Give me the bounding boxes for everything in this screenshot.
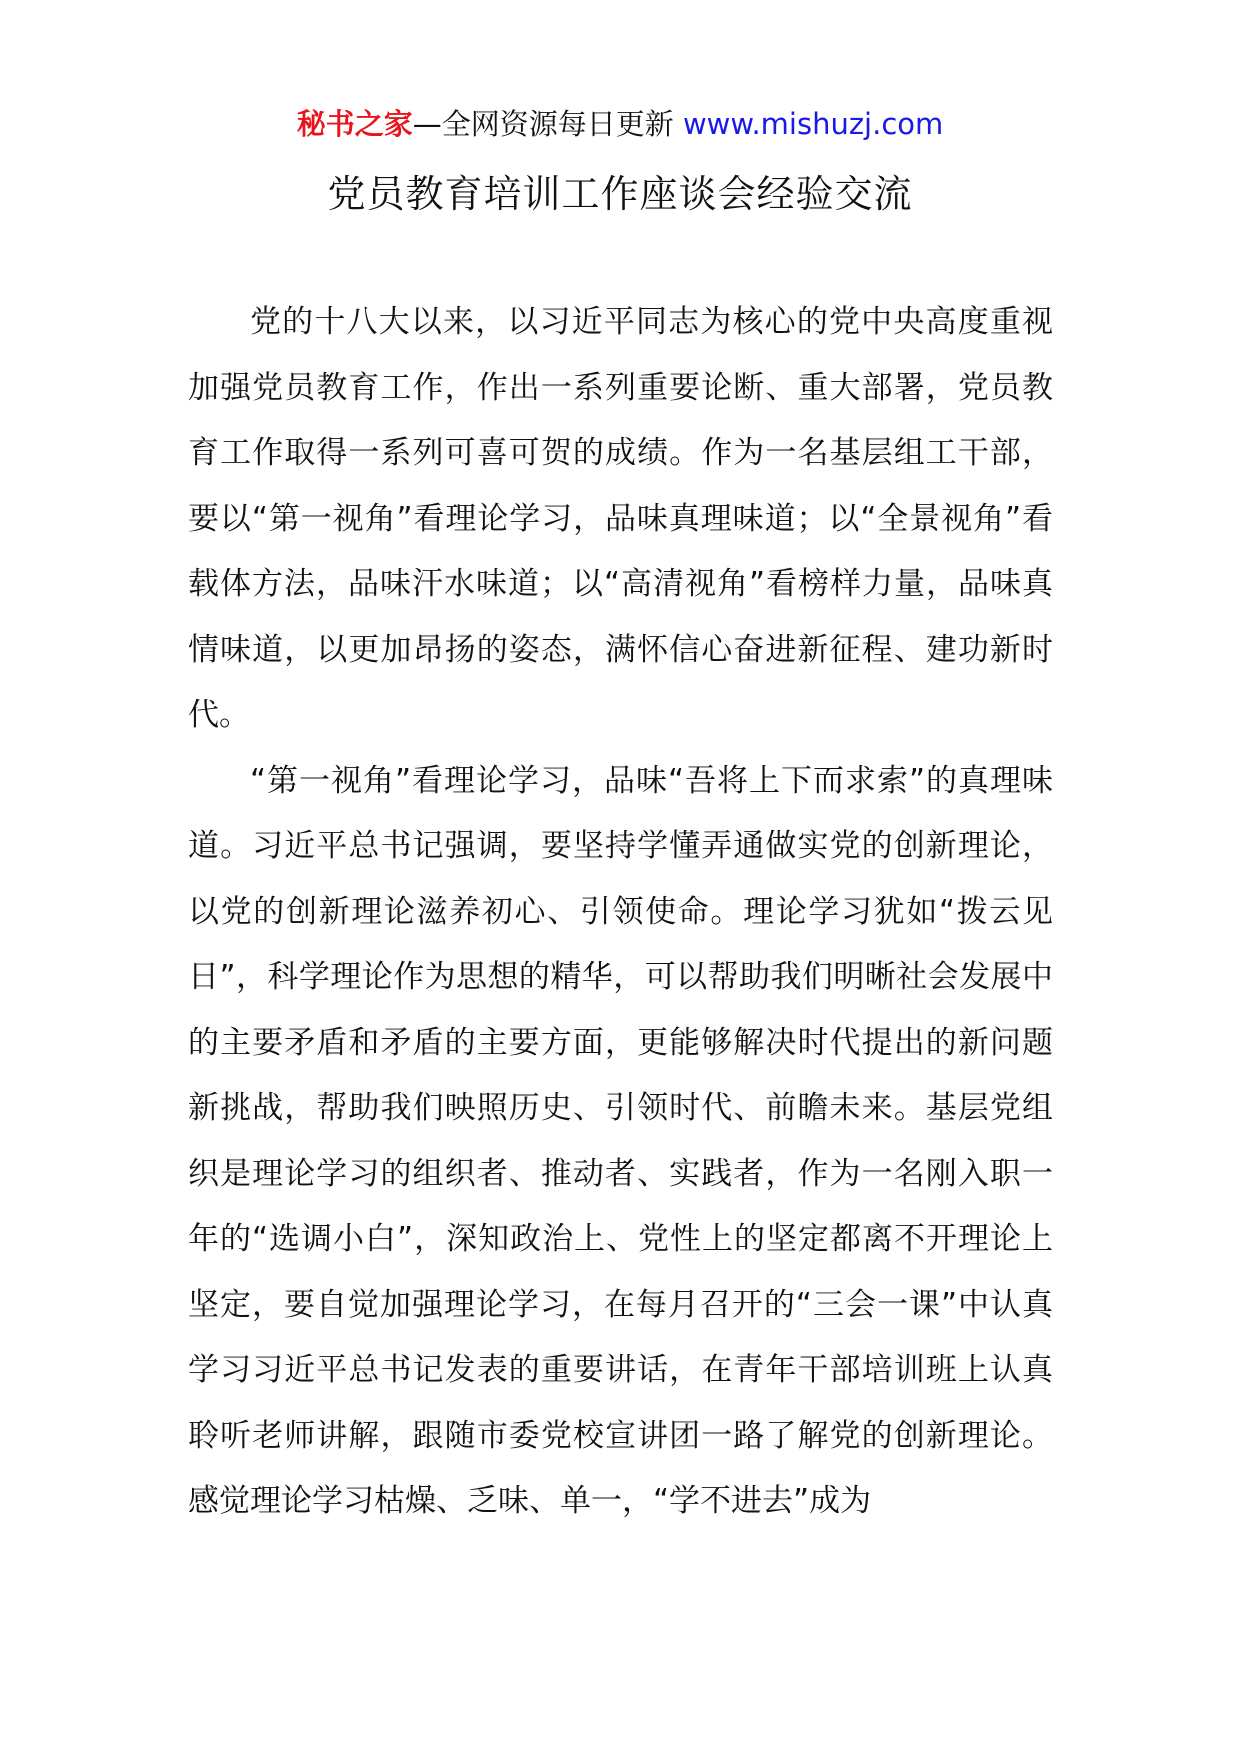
document-body (188, 290, 1053, 1535)
site-brand: 秘书之家 (296, 107, 413, 141)
paragraph: “第一视角”看理论学习，品味“吾将上下而求索”的真理味道。习近平总书记强调，要坚持学懂弄通做实党的创新理论，以党的创新理论滋养初心、引领使命。理论学习犹如“拨云见日”，科学理论作为思想的精华，可以帮助我们明晰社会发展中的主要矛盾和矛盾的主要方面，更能够解决时代提出的新问题新挑战，帮助我们映照历史、引领时代、前瞻未来。基层党组织是理论学习的组织者、推动者、实践者，作为一名刚入职一年的“选调小白”，深知政治上、党性上的坚定都离不开理论上坚定，要自觉加强理论学习，在每月召开的“三会一课”中认真学习习近平总书记发表的重要讲话，在青年干部培训班上认真聆听老师讲解，跟随市委党校宣讲团一路了解党的创新理论。感觉理论学习枯燥、乏味、单一，“学不进去”成为 (188, 762, 1053, 1519)
site-header (0, 104, 1240, 144)
site-url-link[interactable]: www.mishuzj.com (682, 107, 944, 141)
document-title: 党员教育培训工作座谈会经验交流 (327, 172, 913, 216)
paragraph: 党的十八大以来，以习近平同志为核心的党中央高度重视加强党员教育工作，作出一系列重要论断、重大部署，党员教育工作取得一系列可喜可贺的成绩。作为一名基层组工干部，要以“第一视角”看理论学习，品味真理味道；以“全景视角”看载体方法，品味汗水味道；以“高清视角”看榜样力量，品味真情味道，以更加昂扬的姿态，满怀信心奋进新征程、建功新时代。 (188, 304, 1053, 733)
site-slogan: —全网资源每日更新 (412, 107, 683, 141)
